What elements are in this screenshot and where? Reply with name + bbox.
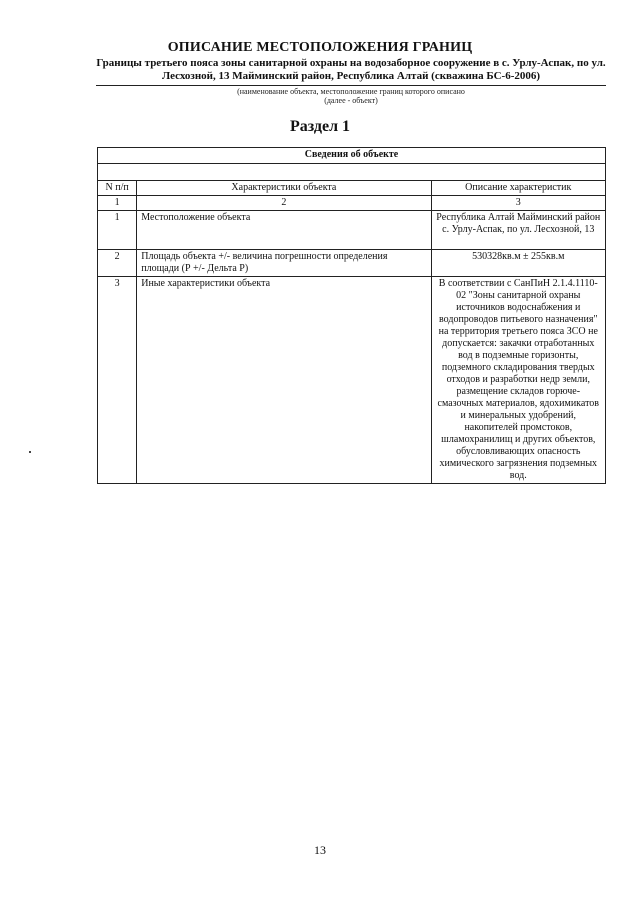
page-number: 13 [314, 843, 326, 857]
table-row [98, 277, 606, 484]
row-number: 2 [98, 250, 137, 277]
table-header: Сведения об объекте [98, 148, 606, 164]
row-description: 530328кв.м ± 255кв.м [431, 250, 605, 277]
column-number-2: 2 [137, 196, 431, 211]
scan-speck [29, 451, 31, 453]
caption-object-alias: (далее - объект) [324, 96, 378, 105]
document-title: ОПИСАНИЕ МЕСТОПОЛОЖЕНИЯ ГРАНИЦ [167, 40, 473, 55]
table-row [98, 211, 606, 250]
row-number: 3 [98, 277, 137, 484]
row-description: В соответствии с СанПиН 2.1.4.1110-02 "Зоны санитарной охраны источников водоснабжения и водопроводов питьевого назначения" на территория третьего пояса ЗСО не допускается: закачки отработанных вод в подземные горизонты, подземного складирования твердых отходов и разработки недр земли, размещение складов горюче-смазочных материалов, ядохимикатов и минеральных удобрений, накопителей промстоков, шламохранилищ и других объектов, обусловливающих опасность химического загрязнения подземных вод. [431, 277, 605, 484]
section-title: Раздел 1 [289, 118, 351, 135]
column-header-num: N п/п [98, 181, 137, 196]
title-underline [96, 85, 606, 86]
table-row [98, 250, 606, 277]
row-characteristic: Иные характеристики объекта [137, 277, 431, 484]
column-number-1: 1 [98, 196, 137, 211]
row-number: 1 [98, 211, 137, 250]
caption-object-name: (наименование объекта, местоположение границ которого описано [237, 87, 465, 96]
column-header-description: Описание характеристик [431, 181, 605, 196]
object-info-table [97, 147, 606, 484]
table-blank-row [98, 164, 606, 181]
row-characteristic: Местоположение объекта [137, 211, 431, 250]
row-description: Республика Алтай Майминский район с. Урлу-Аспак, по ул. Лесхозной, 13 [431, 211, 605, 250]
column-number-3: 3 [431, 196, 605, 211]
document-subtitle: Границы третьего пояса зоны санитарной охраны на водозаборное сооружение в с. Урлу-Аспак, по ул. Лесхозной, 13 Майминский район, Республика Алтай (скважина БС-6-2006) [96, 57, 606, 82]
row-characteristic: Площадь объекта +/- величина погрешности определения площади (Р +/- Дельта Р) [137, 250, 431, 277]
column-header-characteristic: Характеристики объекта [137, 181, 431, 196]
